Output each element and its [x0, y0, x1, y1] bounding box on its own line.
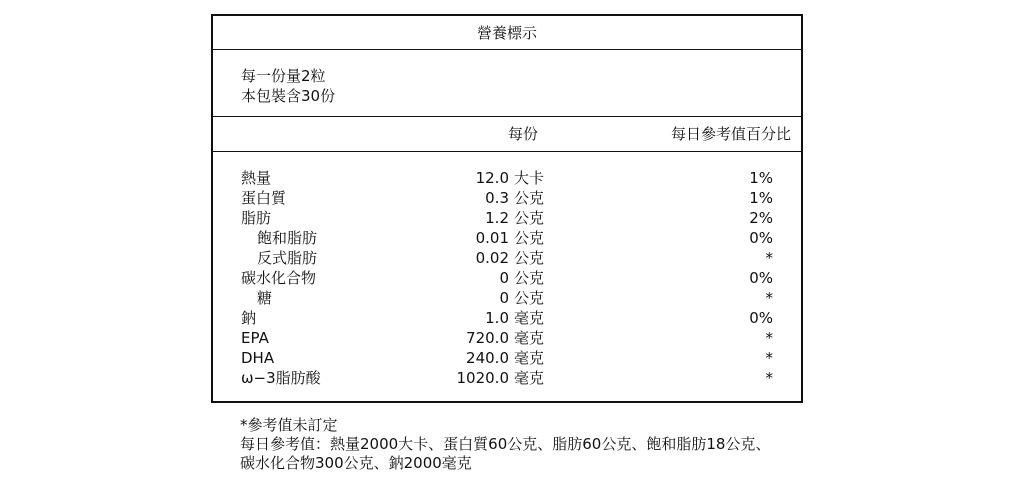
nutrient-unit: 毫克 [514, 369, 545, 387]
nutrient-row [213, 188, 801, 208]
nutrient-unit: 毫克 [514, 349, 545, 367]
nutrient-amount: 240.0 [466, 349, 509, 367]
nutrient-row [213, 268, 801, 288]
nutrient-row [213, 328, 801, 348]
servings-per-package: 本包裝含30份 [241, 87, 336, 105]
nutrient-unit: 大卡 [514, 169, 545, 187]
nutrient-name: 飽和脂肪 [257, 229, 318, 247]
nutrient-row [213, 208, 801, 228]
nutrient-unit: 公克 [514, 289, 545, 307]
nutrient-unit: 公克 [514, 249, 545, 267]
nutrient-unit: 毫克 [514, 309, 545, 327]
nutrient-daily-value: 0% [749, 229, 773, 247]
nutrient-amount: 1020.0 [456, 369, 509, 387]
nutrient-amount: 0 [499, 269, 509, 287]
nutrient-name: 脂肪 [241, 209, 272, 227]
nutrient-unit: 公克 [514, 269, 545, 287]
nutrient-name: 糖 [257, 289, 273, 307]
nutrient-row [213, 308, 801, 328]
nutrient-unit: 毫克 [514, 329, 545, 347]
nutrient-name: 蛋白質 [241, 189, 287, 207]
footnote [240, 416, 1000, 473]
nutrient-daily-value: * [765, 329, 773, 347]
nutrient-daily-value: 0% [749, 309, 773, 327]
nutrient-amount: 0 [499, 289, 509, 307]
nutrient-daily-value: * [765, 349, 773, 367]
nutrient-name: 熱量 [241, 169, 272, 187]
divider [213, 151, 801, 152]
nutrient-unit: 公克 [514, 189, 545, 207]
nutrient-amount: 0.01 [475, 229, 509, 247]
nutrient-row [213, 248, 801, 268]
divider [213, 49, 801, 50]
nutrient-row [213, 228, 801, 248]
nutrient-daily-value: 1% [749, 169, 773, 187]
nutrient-name: 碳水化合物 [241, 269, 317, 287]
footnote-daily-values: 每日參考值：熱量2000大卡、蛋白質60公克、脂肪60公克、飽和脂肪18公克、 [240, 435, 771, 453]
nutrient-row [213, 348, 801, 368]
nutrient-name: DHA [241, 349, 275, 367]
footnote-not-established: *參考值未訂定 [240, 416, 338, 434]
nutrient-row [213, 168, 801, 188]
serving-info [241, 66, 335, 106]
nutrition-label [211, 14, 803, 403]
nutrient-unit: 公克 [514, 209, 545, 227]
nutrient-amount: 1.0 [485, 309, 509, 327]
nutrient-name: EPA [241, 329, 269, 347]
nutrient-name: 反式脂肪 [257, 249, 318, 267]
nutrient-daily-value: 1% [749, 189, 773, 207]
nutrient-amount: 1.2 [485, 209, 509, 227]
footnote-daily-values-cont: 碳水化合物300公克、鈉2000毫克 [240, 454, 472, 472]
nutrient-daily-value: 2% [749, 209, 773, 227]
serving-size: 每一份量2粒 [241, 67, 326, 85]
per-serving-header: 每份 [507, 125, 538, 143]
nutrient-unit: 公克 [514, 229, 545, 247]
nutrient-daily-value: * [765, 249, 773, 267]
nutrient-table [213, 168, 801, 388]
nutrient-daily-value: 0% [749, 269, 773, 287]
nutrient-name: ω−3脂肪酸 [241, 369, 321, 387]
nutrient-row [213, 368, 801, 388]
nutrient-row [213, 288, 801, 308]
nutrient-amount: 0.02 [475, 249, 509, 267]
nutrient-name: 鈉 [241, 309, 257, 327]
nutrient-amount: 720.0 [466, 329, 509, 347]
label-title: 營養標示 [476, 24, 537, 42]
nutrient-amount: 0.3 [485, 189, 509, 207]
nutrient-daily-value: * [765, 289, 773, 307]
nutrient-amount: 12.0 [475, 169, 509, 187]
nutrient-daily-value: * [765, 369, 773, 387]
daily-value-header: 每日參考值百分比 [670, 125, 791, 143]
